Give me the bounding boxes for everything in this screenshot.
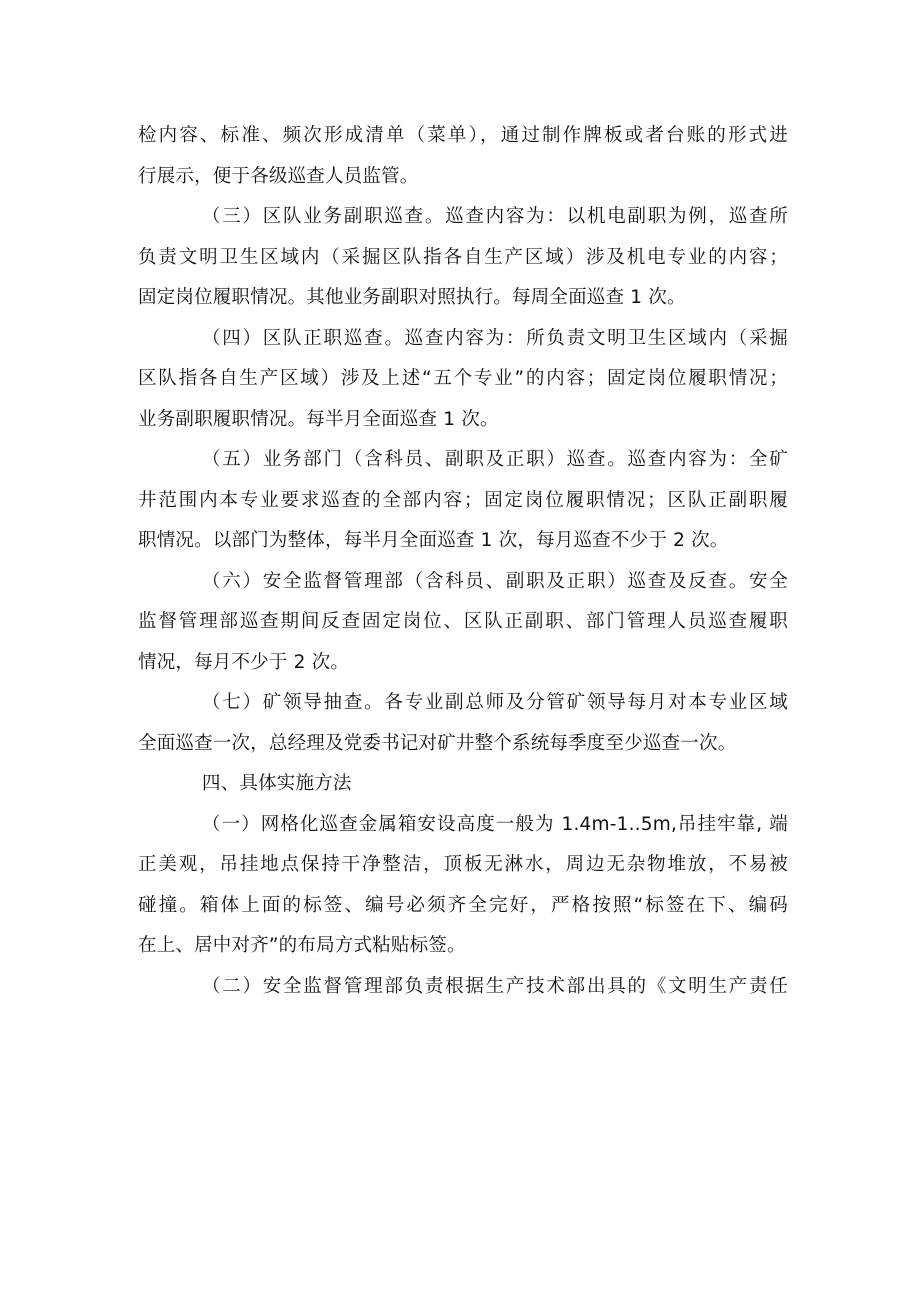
text-line: 监督管理部巡查期间反查固定岗位、区队正副职、部门管理人员巡查履职 — [138, 611, 788, 632]
heading-text: 四、具体实施方法 — [202, 773, 352, 794]
text-line: （六）安全监督管理部（含科员、副职及正职）巡查及反查。安全 — [202, 570, 788, 592]
paragraph-section-5 — [138, 440, 788, 562]
text-line: 检内容、标准、频次形成清单（菜单），通过制作牌板或者台账的形式进 — [138, 125, 788, 146]
text-line: 碰撞。箱体上面的标签、编号必须齐全完好，严格按照“标签在下、编码 — [138, 894, 788, 916]
section-heading — [138, 764, 788, 805]
paragraph-method-1 — [138, 805, 788, 967]
text-line: （一）网格化巡查金属箱安设高度一般为 1.4m-1..5m,吊挂牢靠, 端 — [202, 813, 788, 835]
text-line: 在上、居中对齐”的布局方式粘贴标签。 — [138, 935, 466, 956]
text-line: 区队指各自生产区域）涉及上述“五个专业”的内容；固定岗位履职情况； — [138, 368, 788, 389]
text-line: （二）安全监督管理部负责根据生产技术部出具的《文明生产责任 — [202, 975, 788, 997]
text-line: 业务副职履职情况。每半月全面巡查 1 次。 — [138, 408, 499, 430]
text-line: （五）业务部门（含科员、副职及正职）巡查。巡查内容为：全矿 — [202, 449, 788, 470]
text-line: 全面巡查一次，总经理及党委书记对矿井整个系统每季度至少巡查一次。 — [138, 732, 737, 754]
paragraph-method-2 — [138, 967, 788, 1008]
text-line: （四）区队正职巡查。巡查内容为：所负责文明卫生区域内（采掘 — [202, 327, 788, 349]
text-line: 井范围内本专业要求巡查的全部内容；固定岗位履职情况；区队正副职履 — [138, 489, 788, 511]
text-line: （三）区队业务副职巡查。巡查内容为：以机电副职为例，巡查所 — [202, 206, 788, 227]
text-line: 职情况。以部门为整体，每半月全面巡查 1 次，每月巡查不少于 2 次。 — [138, 530, 729, 551]
paragraph-section-4 — [138, 319, 788, 441]
text-line: （七）矿领导抽查。各专业副总师及分管矿领导每月对本专业区域 — [202, 692, 788, 713]
text-line: 行展示，便于各级巡查人员监管。 — [138, 165, 419, 187]
text-line: 正美观，吊挂地点保持干净整洁，顶板无淋水，周边无杂物堆放，不易被 — [138, 854, 788, 875]
paragraph-section-3 — [138, 197, 788, 319]
text-line: 情况，每月不少于 2 次。 — [138, 651, 350, 673]
document-body — [138, 116, 788, 1007]
paragraph-continuation — [138, 116, 788, 197]
paragraph-section-7 — [138, 683, 788, 764]
text-line: 固定岗位履职情况。其他业务副职对照执行。每周全面巡查 1 次。 — [138, 287, 686, 308]
paragraph-section-6 — [138, 562, 788, 684]
text-line: 负责文明卫生区域内（采掘区队指各自生产区域）涉及机电专业的内容； — [138, 246, 788, 268]
